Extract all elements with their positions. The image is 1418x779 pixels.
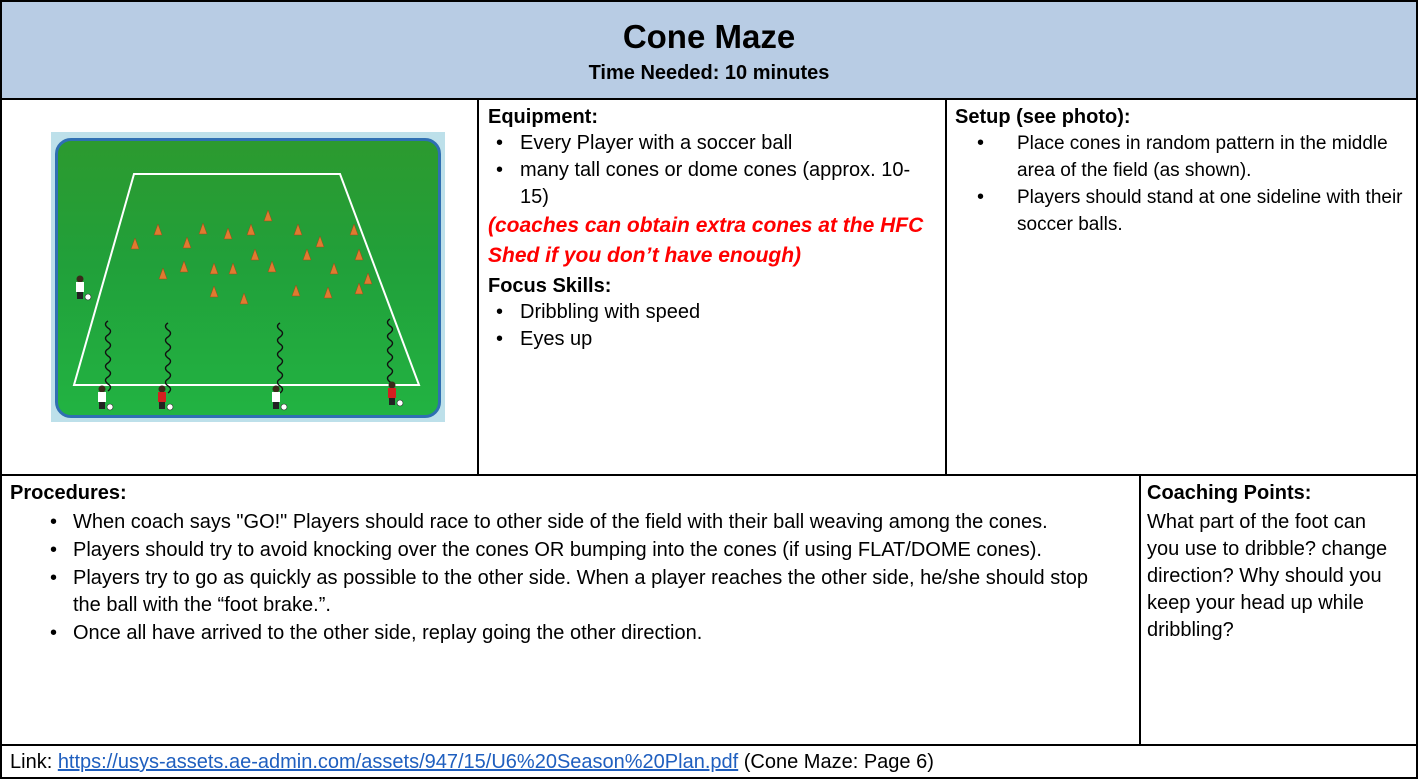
list-item: • Place cones in random pattern in the middle area of the field (as shown). (977, 132, 1388, 181)
player-figure (98, 386, 113, 411)
list-item: • Once all have arrived to the other side, replay going the other direction. (50, 622, 703, 644)
cone-icon (364, 273, 372, 284)
drill-diagram (51, 132, 445, 422)
procedures-list (10, 509, 1130, 647)
list-item: • Players should stand at one sideline with their soccer balls. (977, 186, 1403, 235)
focus-list (488, 299, 938, 353)
soccer-field-image (55, 138, 441, 418)
cone-icon (350, 224, 358, 235)
cone-icon (316, 236, 324, 247)
cone-icon (159, 268, 167, 279)
coaching-heading: Coaching Points: (1147, 482, 1312, 504)
list-item: • many tall cones or dome cones (approx. 10-15) (496, 159, 911, 208)
setup-cell (955, 104, 1410, 238)
cone-icon (131, 238, 139, 249)
title-header (2, 2, 1416, 100)
cone-icon (264, 210, 272, 221)
cone-icon (355, 283, 363, 294)
time-needed: Time Needed: 10 minutes (588, 62, 830, 84)
player-figure (272, 386, 287, 411)
dribble-path (166, 323, 171, 393)
cone-icon (324, 287, 332, 298)
list-item: • Players try to go as quickly as possible to the other side. When a player reaches the other side, he/she should stop the ball with the “foot brake.”. (50, 567, 1089, 616)
cone-icon (303, 249, 311, 260)
dribble-path (278, 323, 283, 393)
source-link[interactable]: https://usys-assets.ae-admin.com/assets/947/15/U6%20Season%20Plan.pdf (57, 751, 739, 773)
procedures-heading: Procedures: (10, 482, 127, 504)
cone-icon (240, 293, 248, 304)
cone-icon (294, 224, 302, 235)
coaching-cell (1147, 480, 1411, 644)
cone-icon (268, 261, 276, 272)
equipment-cell (488, 104, 938, 353)
cone-icon (229, 263, 237, 274)
page-title: Cone Maze (622, 18, 796, 55)
cone-icon (180, 261, 188, 272)
link-label: Link: (10, 751, 53, 773)
cone-icon (183, 237, 191, 248)
dribble-path (388, 319, 393, 389)
setup-list (955, 130, 1410, 238)
list-item: • When coach says "GO!" Players should race to other side of the field with their ball weaving among the cones. (50, 511, 1048, 533)
focus-heading: Focus Skills: (488, 275, 612, 297)
list-item: • Eyes up (496, 328, 593, 350)
list-item: • Every Player with a soccer ball (496, 132, 793, 154)
cone-icon (210, 263, 218, 274)
equipment-list (488, 130, 938, 211)
cone-icon (224, 228, 232, 239)
source-link-row (2, 746, 1416, 779)
player-figure (76, 276, 91, 301)
list-item: • Players should try to avoid knocking over the cones OR bumping into the cones (if using FLAT/DOME cones). (50, 539, 1042, 561)
cone-icon (199, 223, 207, 234)
field-drawing (58, 141, 441, 418)
cone-note: (coaches can obtain extra cones at the HFC Shed if you don’t have enough) (488, 214, 924, 267)
divider (945, 100, 947, 474)
cone-icon (330, 263, 338, 274)
link-suffix: (Cone Maze: Page 6) (743, 751, 934, 773)
list-item: • Dribbling with speed (496, 301, 701, 323)
cone-icon (154, 224, 162, 235)
coaching-text: What part of the foot can you use to dribble? change direction? Why should you keep your head up while dribbling? (1147, 511, 1388, 641)
cone-icon (251, 249, 259, 260)
dribble-path (106, 321, 111, 391)
procedures-cell (10, 480, 1130, 647)
divider (1139, 474, 1141, 744)
cone-icon (247, 224, 255, 235)
cone-icon (292, 285, 300, 296)
setup-heading: Setup (see photo): (955, 106, 1131, 128)
equipment-heading: Equipment: (488, 106, 598, 128)
cone-icon (210, 286, 218, 297)
divider (477, 100, 479, 474)
cone-icon (355, 249, 363, 260)
divider (2, 474, 1416, 476)
